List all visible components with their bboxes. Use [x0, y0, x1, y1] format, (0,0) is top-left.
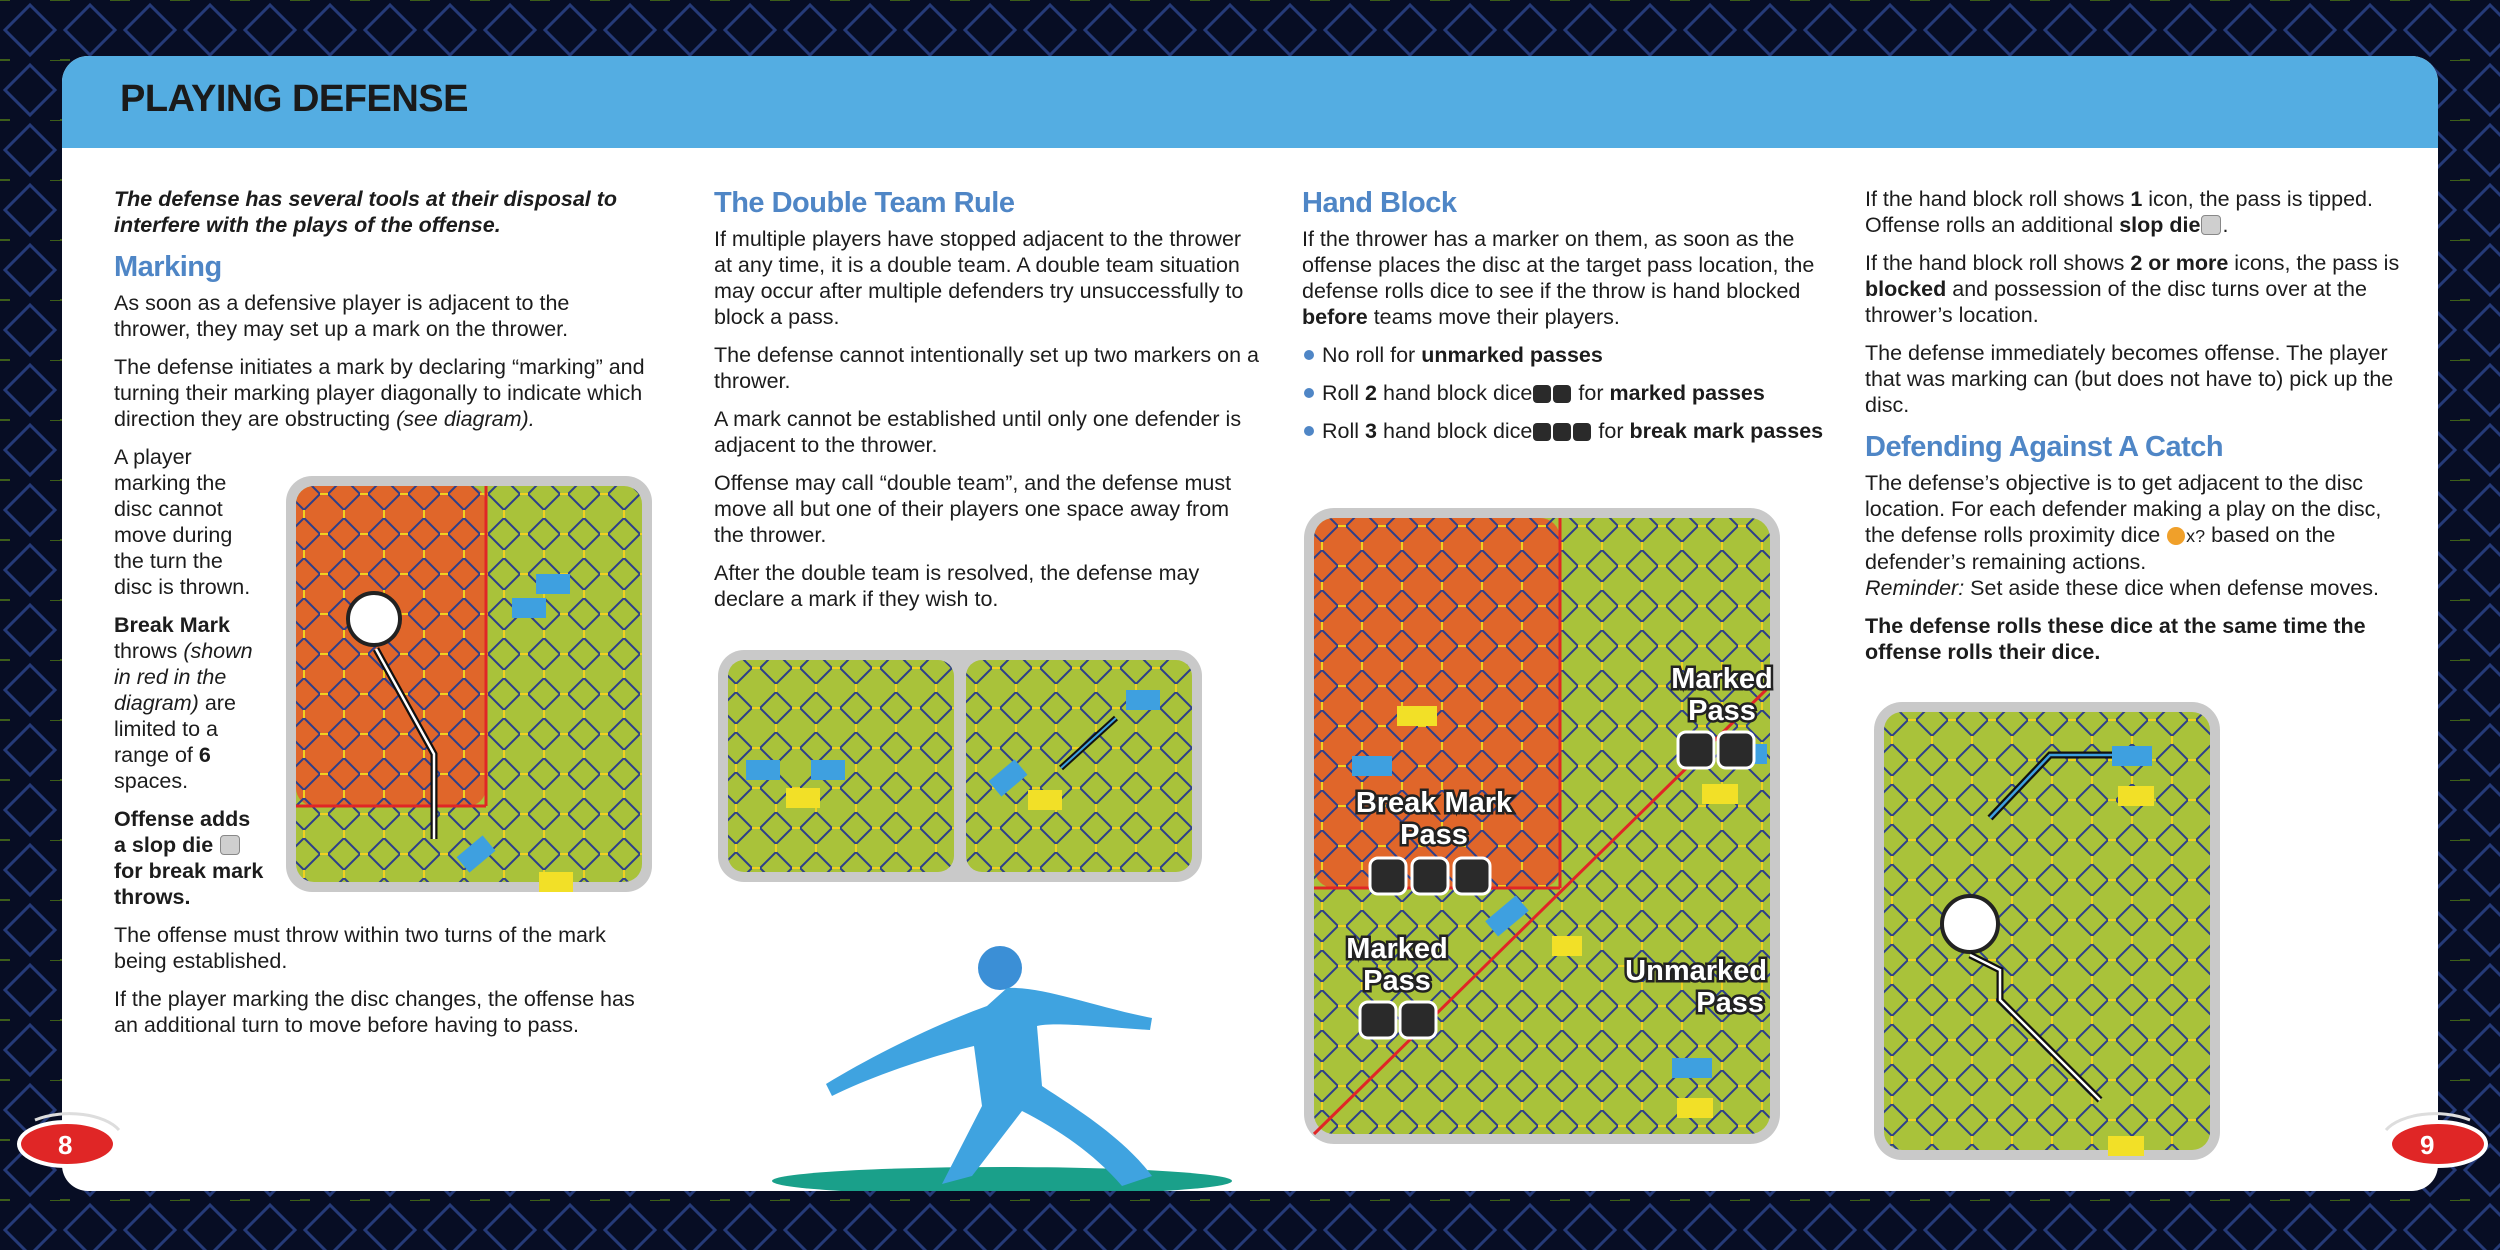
hand-block-p1: If the thrower has a marker on them, as soon as the offense places the disc at the target pass location, the defense rolls dice to see if the throw is hand blocked before teams move their players.	[1302, 227, 1815, 329]
double-team-p3: A mark cannot be established until only one defender is adjacent to the thrower.	[714, 407, 1242, 457]
marking-side1: A player marking the disc cannot move during the turn the disc is thrown.	[114, 445, 251, 599]
page-number-right-frisbee	[2380, 1108, 2490, 1172]
becomes-offense: The defense immediately becomes offense. The player that was marking can (but does not have to) pick up the disc.	[1865, 341, 2394, 417]
label-marked-top-1: Marked	[1671, 663, 1773, 695]
hand-block-die-icon	[1553, 385, 1571, 403]
hand-block-die-icon	[1533, 423, 1551, 441]
title-band	[62, 56, 2438, 148]
roll-one-icon: If the hand block roll shows 1 icon, the pass is tipped. Offense rolls an additional slop die .	[1865, 187, 2373, 237]
heading-defending-catch: Defending Against A Catch	[1865, 431, 2224, 463]
label-unmarked-2: Pass	[1696, 987, 1764, 1019]
reminder: Reminder: Set aside these dice when defense moves.	[1865, 576, 2379, 600]
hand-block-die-icon	[1533, 385, 1551, 403]
bullet-break-mark: Roll 3 hand block dice for break mark passes	[1302, 418, 1842, 444]
label-marked-bottom-1: Marked	[1346, 933, 1448, 965]
marking-sidebar	[114, 444, 264, 910]
slop-die-icon	[220, 835, 240, 855]
intro-text: The defense has several tools at their disposal to interfere with the plays of the offense.	[114, 187, 618, 237]
marking-p2: The defense initiates a mark by declaring “marking” and turning their marking player diagonally to indicate which direction they are obstructing (see diagram).	[114, 355, 645, 431]
roll-two-icons: If the hand block roll shows 2 or more icons, the pass is blocked and possession of the disc turns over at the thrower’s location.	[1865, 251, 2400, 327]
label-break-1: Break Mark	[1355, 787, 1513, 819]
double-team-p2: The defense cannot intentionally set up two markers on a thrower.	[714, 343, 1259, 393]
column-double-team	[714, 186, 1264, 624]
proximity-die-icon	[2167, 527, 2185, 545]
hand-block-die-icon	[1573, 423, 1591, 441]
defending-catch-diagram	[1872, 700, 2222, 1162]
page-title: PLAYING DEFENSE	[120, 78, 468, 120]
marking-p1: As soon as a defensive player is adjacent to the thrower, they may set up a mark on the thrower.	[114, 291, 570, 341]
marking-p4: If the player marking the disc changes, the offense has an additional turn to move before having to pass.	[114, 987, 635, 1037]
double-team-diagram	[716, 648, 1204, 884]
column-hand-block	[1302, 186, 1842, 456]
hand-block-diagram	[1302, 506, 1782, 1146]
bullet-unmarked: No roll for unmarked passes	[1302, 342, 1842, 368]
defending-p1: The defense’s objective is to get adjacent to the disc location. For each defender making a play on the disc, the defense rolls proximity dice x? based on the defender’s remaining actions.	[1865, 471, 2382, 574]
marking-side2: Break Mark throws (shown in red in the diagram) are limited to a range of 6 spaces.	[114, 613, 253, 793]
label-marked-bottom-2: Pass	[1363, 965, 1431, 997]
double-team-p5: After the double team is resolved, the defense may declare a mark if they wish to.	[714, 561, 1200, 611]
same-time-note: The defense rolls these dice at the same time the offense rolls their dice.	[1865, 614, 2366, 664]
label-break-2: Pass	[1400, 819, 1468, 851]
manual-page	[62, 56, 2438, 1191]
bullet-marked: Roll 2 hand block dice for marked passes	[1302, 380, 1842, 406]
thrower-silhouette	[752, 926, 1312, 1191]
page-number-left: 8	[58, 1130, 73, 1160]
marking-diagram	[284, 474, 654, 894]
heading-double-team: The Double Team Rule	[714, 187, 1015, 219]
dice-group-break	[1370, 858, 1490, 894]
column-defending	[1865, 186, 2400, 677]
double-team-p1: If multiple players have stopped adjacent to the thrower at any time, it is a double team. A double team situation may occur after multiple defenders try unsuccessfully to block a pass.	[714, 227, 1244, 329]
label-marked-top-2: Pass	[1688, 695, 1756, 727]
slop-die-icon	[2201, 215, 2221, 235]
heading-hand-block: Hand Block	[1302, 187, 1457, 219]
hand-block-die-icon	[1553, 423, 1571, 441]
heading-marking: Marking	[114, 251, 222, 283]
marking-p3: The offense must throw within two turns of the mark being established.	[114, 923, 606, 973]
page-number-right: 9	[2420, 1130, 2435, 1160]
marking-side3: Offense adds a slop die for break mark throws.	[114, 807, 264, 909]
double-team-p4: Offense may call “double team”, and the defense must move all but one of their players one space away from the thrower.	[714, 471, 1232, 547]
label-unmarked-1: Unmarked	[1625, 955, 1767, 987]
